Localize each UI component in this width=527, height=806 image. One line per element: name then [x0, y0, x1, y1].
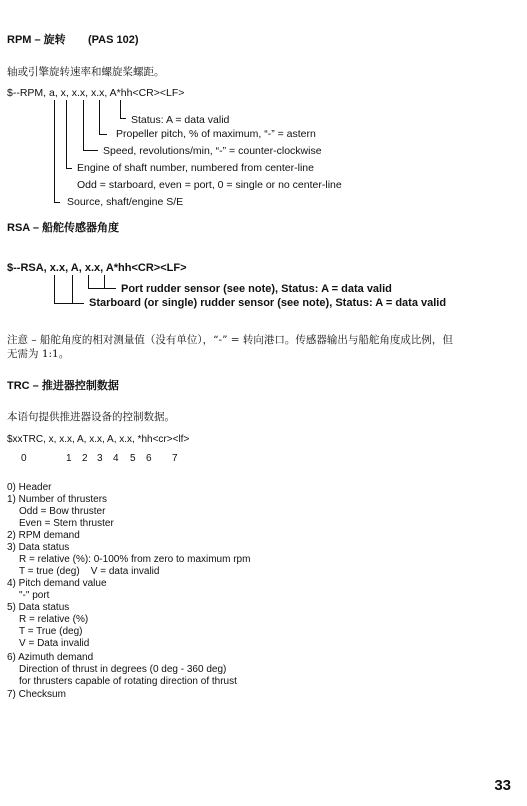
- rpm-bracket-line-pitch: [99, 100, 100, 135]
- trc-item: T = true (deg) V = data invalid: [19, 566, 160, 577]
- rpm-bracket-tick-speed: [83, 150, 98, 151]
- trc-description: 本语句提供推进器设备的控制数据。: [7, 411, 175, 423]
- trc-item: 0) Header: [7, 482, 52, 493]
- trc-item: for thrusters capable of rotating direction of thrust: [19, 676, 237, 687]
- trc-item: 1) Number of thrusters: [7, 494, 108, 505]
- rsa-bracket-tick-starboard: [72, 303, 84, 304]
- rsa-note-line1: 注意 – 船舵角度的相对测量值（没有单位），“-” = 转向港口。传感器输出与船舵角度成比例，但: [7, 334, 453, 346]
- rpm-field-engine: Engine of shaft number, numbered from center-line: [77, 162, 314, 174]
- rpm-field-source: Source, shaft/engine S/E: [67, 196, 184, 208]
- rsa-bracket-bottom: [54, 303, 72, 304]
- rsa-bracket-line-c: [88, 275, 89, 289]
- rpm-title: RPM – 旋转: [7, 34, 66, 46]
- trc-index-label: 4: [113, 453, 119, 464]
- trc-item: 4) Pitch demand value: [7, 578, 107, 589]
- rsa-note-line2: 无需为 1:1。: [7, 348, 70, 360]
- trc-item: "-" port: [19, 590, 50, 601]
- trc-sentence: $xxTRC, x, x.x, A, x.x, A, x.x, *hh<cr><lf>: [7, 434, 190, 445]
- trc-index-label: 1: [66, 453, 72, 464]
- trc-index-label: 6: [146, 453, 152, 464]
- rsa-bracket-port-bottom: [88, 288, 104, 289]
- trc-item: T = True (deg): [19, 626, 83, 637]
- rpm-bracket-line-speed: [83, 100, 84, 151]
- rpm-field-status: Status: A = data valid: [131, 114, 230, 126]
- trc-item: 7) Checksum: [7, 689, 66, 700]
- trc-title: TRC – 推进器控制数据: [7, 380, 119, 392]
- rpm-bracket-tick-source: [54, 202, 60, 203]
- rpm-field-speed: Speed, revolutions/min, “-” = counter-clockwise: [103, 145, 322, 157]
- trc-index-label: 5: [130, 453, 136, 464]
- rpm-bracket-line-engine: [66, 100, 67, 169]
- rpm-field-odd-even: Odd = starboard, even = port, 0 = single or no center-line: [77, 179, 342, 191]
- rpm-field-pitch: Propeller pitch, % of maximum, “-” = astern: [116, 128, 316, 140]
- rpm-bracket-line-source: [54, 100, 55, 203]
- trc-item: 5) Data status: [7, 602, 70, 613]
- trc-item: 6) Azimuth demand: [7, 652, 94, 663]
- trc-index-label: 3: [97, 453, 103, 464]
- rsa-field-port: Port rudder sensor (see note), Status: A = data valid: [121, 283, 392, 295]
- trc-item: Odd = Bow thruster: [19, 506, 106, 517]
- trc-item: Direction of thrust in degrees (0 deg - 360 deg): [19, 664, 227, 675]
- rsa-bracket-line-a: [54, 275, 55, 304]
- rsa-sentence: $--RSA, x.x, A, x.x, A*hh<CR><LF>: [7, 262, 187, 274]
- trc-item: 3) Data status: [7, 542, 70, 553]
- rsa-bracket-tick-port: [104, 288, 116, 289]
- rpm-description: 轴或引擎旋转速率和螺旋桨螺距。: [7, 66, 165, 78]
- rsa-title: RSA – 船舵传感器角度: [7, 222, 120, 234]
- trc-item: R = relative (%): 0-100% from zero to maximum rpm: [19, 554, 251, 565]
- rpm-reference: (PAS 102): [88, 34, 139, 46]
- rpm-bracket-line-status: [120, 100, 121, 119]
- trc-item: Even = Stern thruster: [19, 518, 114, 529]
- trc-index-label: 7: [172, 453, 178, 464]
- trc-index-label: 0: [21, 453, 27, 464]
- page-number: 33: [494, 777, 511, 794]
- trc-item: 2) RPM demand: [7, 530, 80, 541]
- rpm-bracket-tick-pitch: [99, 134, 107, 135]
- rsa-bracket-line-b: [72, 275, 73, 304]
- rpm-sentence: $--RPM, a, x, x.x, x.x, A*hh<CR><LF>: [7, 87, 185, 99]
- rsa-field-starboard: Starboard (or single) rudder sensor (see note), Status: A = data valid: [89, 297, 447, 309]
- trc-index-label: 2: [82, 453, 88, 464]
- rpm-bracket-tick-status: [120, 118, 126, 119]
- trc-item: V = Data invalid: [19, 638, 90, 649]
- rpm-bracket-tick-engine: [66, 168, 72, 169]
- trc-item: R = relative (%): [19, 614, 89, 625]
- rsa-bracket-line-d: [104, 275, 105, 289]
